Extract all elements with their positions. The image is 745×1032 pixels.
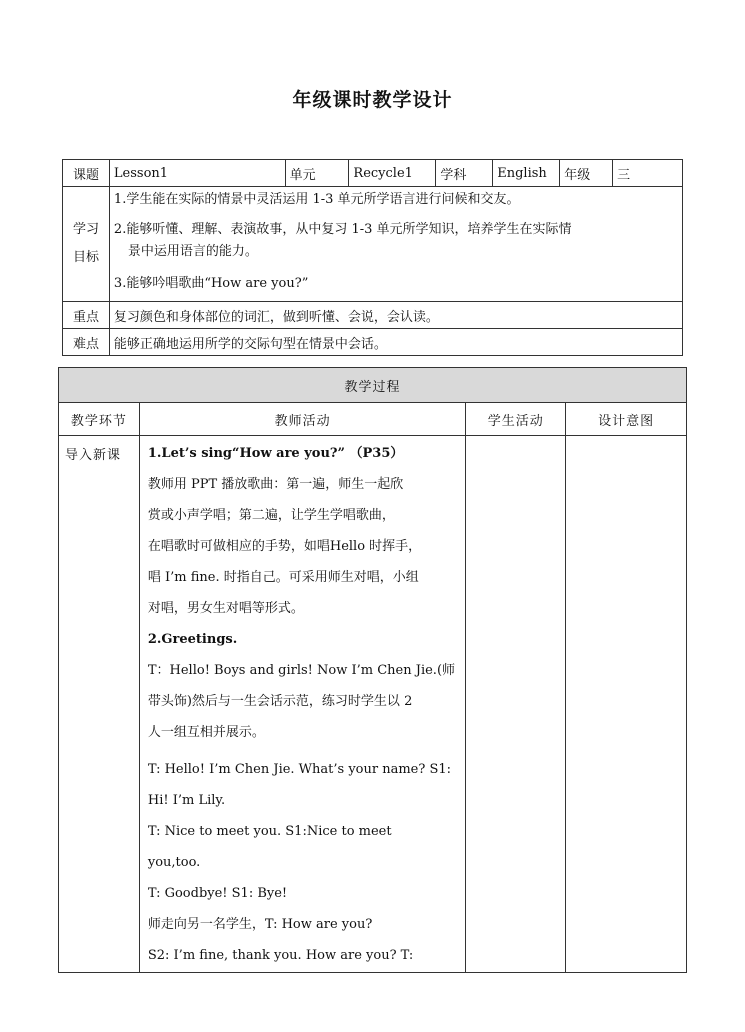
teaching-process-table: [58, 367, 687, 973]
goal-2b: 景中运用语言的能力。: [127, 244, 258, 259]
subject-label: 学科: [436, 160, 493, 187]
goals-row: [63, 187, 683, 302]
activity-line: 在唱歌时可做相应的手势，如唱Hello 时挥手，: [147, 539, 422, 554]
activity-line: 赏或小声学唱；第二遍，让学生学唱歌曲，: [147, 508, 395, 523]
activity-line: you,too.: [147, 855, 201, 870]
grade-value: 三: [613, 160, 683, 187]
unit-label: 单元: [285, 160, 349, 187]
goal-1: 1.学生能在实际的情景中灵活运用 1-3 单元所学语言进行问候和交友。: [113, 192, 520, 207]
col-student-header: 学生活动: [466, 403, 566, 436]
unit-value: Recycle1: [349, 160, 436, 187]
process-body-row: [59, 436, 687, 973]
activity-line: T: Hello! I’m Chen Jie. What’s your name? S1:: [147, 762, 452, 777]
header-row: [63, 160, 683, 187]
topic-label: 课题: [63, 160, 110, 187]
goals-label: [63, 187, 110, 302]
key-points-row: [63, 302, 683, 329]
activity-line: 对唱，男女生对唱等形式。: [147, 601, 304, 616]
col-teacher-header: 教师活动: [139, 403, 466, 436]
activity-line: T：Hello! Boys and girls! Now I’m Chen Jie.(师: [147, 663, 456, 678]
goal-3: 3.能够吟唱歌曲“How are you?”: [113, 276, 309, 291]
subject-value: English: [493, 160, 560, 187]
lesson-info-table: [62, 159, 683, 356]
stage-cell: 导入新课: [59, 436, 140, 973]
activity-line: 1.Let’s sing“How are you?” （P35）: [147, 446, 404, 461]
key-points-text: 复习颜色和身体部位的词汇，做到听懂、会说，会认读。: [109, 302, 682, 329]
topic-value: Lesson1: [109, 160, 285, 187]
activity-line: T: Nice to meet you. S1:Nice to meet: [147, 824, 392, 839]
teacher-activity-cell: [139, 436, 466, 973]
key-points-label: 重点: [63, 302, 110, 329]
grade-label: 年级: [560, 160, 613, 187]
difficulties-label: 难点: [63, 329, 110, 356]
process-column-headers: [59, 403, 687, 436]
col-stage-header: 教学环节: [59, 403, 140, 436]
col-intent-header: 设计意图: [566, 403, 687, 436]
activity-line: Hi! I’m Lily.: [147, 793, 226, 808]
activity-line: 师走向另一名学生，T: How are you?: [147, 917, 373, 932]
goals-label-line2: 目标: [72, 250, 99, 265]
goal-2a: 2.能够听懂、理解、表演故事，从中复习 1-3 单元所学知识，培养学生在实际情: [113, 222, 572, 237]
activity-line: 人一组互相并展示。: [147, 725, 265, 740]
activity-line: 教师用 PPT 播放歌曲：第一遍，师生一起欣: [147, 477, 404, 492]
document-title: 年级课时教学设计: [292, 89, 453, 111]
activity-line: T: Goodbye! S1: Bye!: [147, 886, 288, 901]
activity-line: 2.Greetings.: [147, 632, 238, 647]
difficulties-row: [63, 329, 683, 356]
process-title-row: [59, 368, 687, 403]
difficulties-text: 能够正确地运用所学的交际句型在情景中会话。: [109, 329, 682, 356]
goals-content: [109, 187, 682, 302]
process-title: 教学过程: [59, 368, 687, 403]
activity-line: 唱 I’m fine. 时指自己。可采用师生对唱，小组: [147, 570, 419, 585]
student-activity-cell: [466, 436, 566, 973]
design-intent-cell: [566, 436, 687, 973]
activity-line: S2: I’m fine, thank you. How are you? T:: [147, 948, 414, 963]
goals-label-line1: 学习: [72, 222, 99, 237]
activity-line: 带头饰)然后与一生会话示范，练习时学生以 2: [147, 694, 413, 709]
